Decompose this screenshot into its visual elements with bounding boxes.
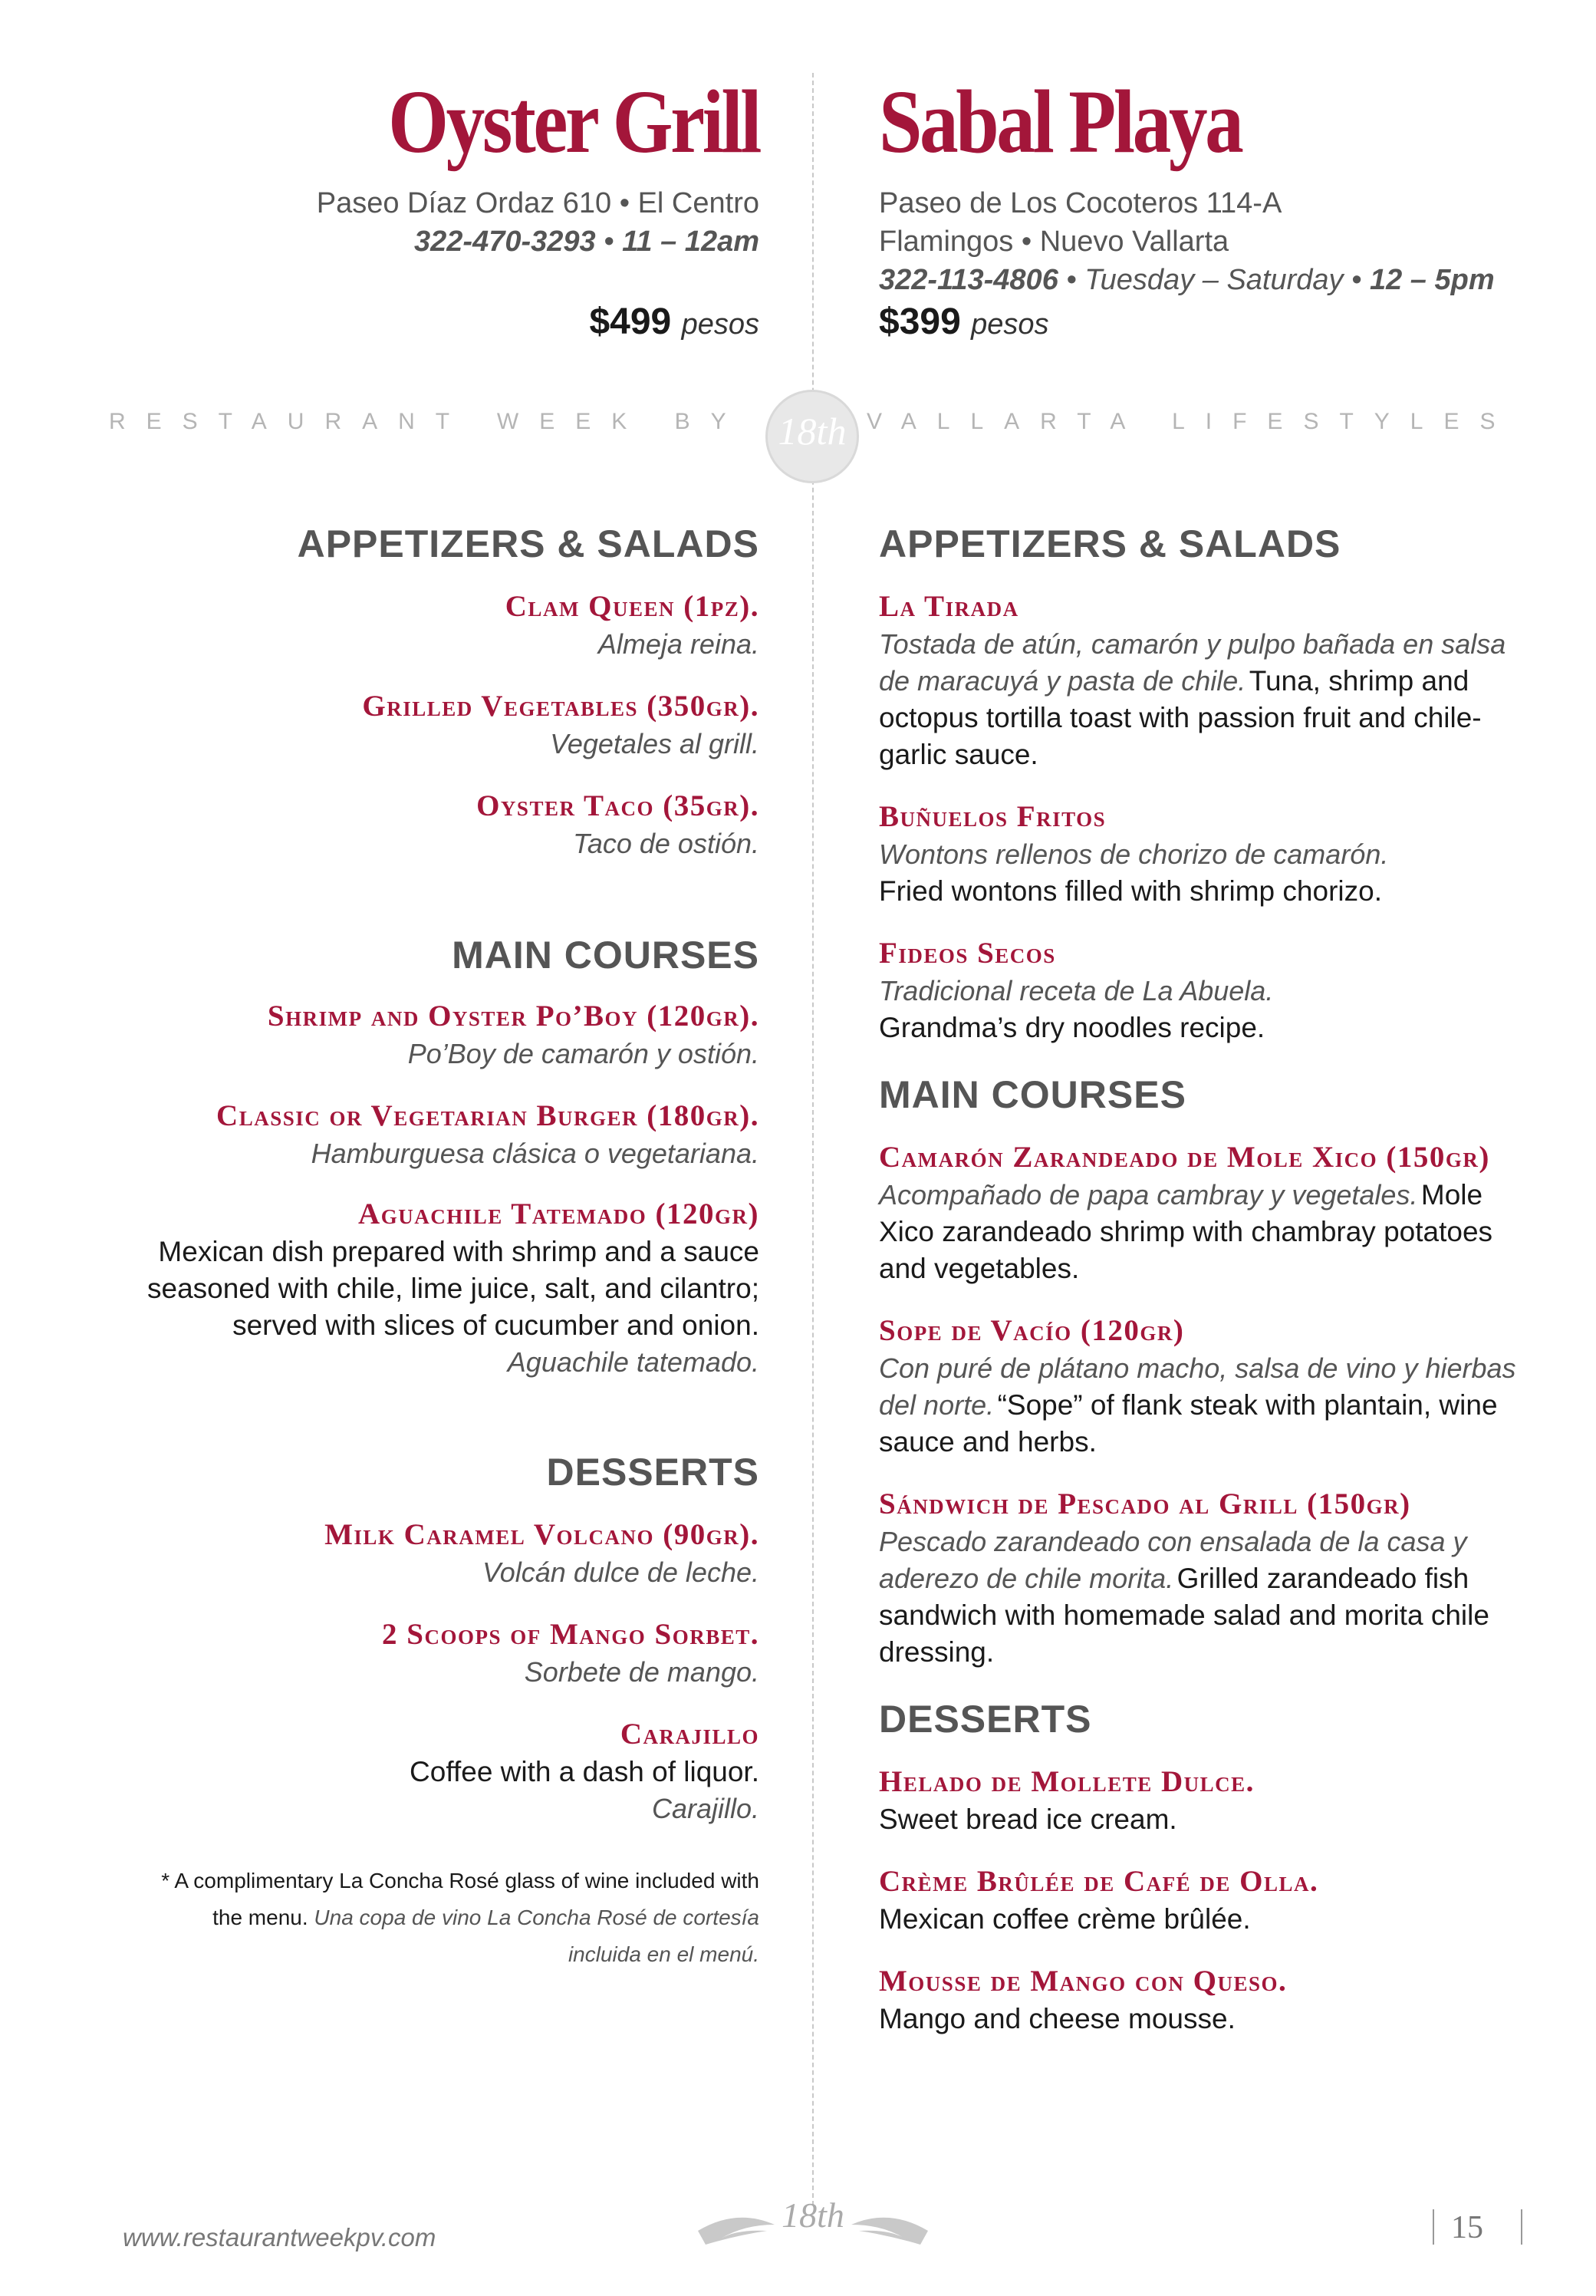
dish-name: Crème Brûlée de Café de Olla. bbox=[879, 1865, 1319, 1898]
dish-name: Classic or Vegetarian Burger (180gr). bbox=[216, 1099, 759, 1132]
menu-item bbox=[879, 1763, 1538, 1838]
dish-es: Wontons rellenos de chorizo de camarón. bbox=[879, 838, 1389, 870]
eighteenth-badge-icon bbox=[765, 390, 859, 483]
wine-note bbox=[146, 1863, 759, 1973]
menu-item bbox=[130, 1516, 759, 1591]
menu-item bbox=[879, 588, 1538, 773]
dish-name: Aguachile Tatemado (120gr) bbox=[358, 1197, 759, 1230]
left-address: Paseo Díaz Ordaz 610 • El Centro bbox=[316, 187, 759, 219]
dish-en: Mexican dish prepared with shrimp and a sauce seasoned with chile, lime juice, salt, and cilantro; served with slices of cucumber and onion. bbox=[147, 1236, 759, 1341]
page-number: 15 bbox=[1451, 2210, 1483, 2245]
dish-en: Fried wontons filled with shrimp chorizo. bbox=[879, 875, 1382, 907]
dish-name: Shrimp and Oyster Po’Boy (120gr). bbox=[267, 1000, 759, 1033]
dish-name: Milk Caramel Volcano (90gr). bbox=[324, 1518, 759, 1551]
menu-item bbox=[130, 787, 759, 862]
dish-name: La Tirada bbox=[879, 590, 1019, 623]
menu-item bbox=[879, 1312, 1538, 1461]
banner-left-text: RESTAURANT WEEK BY bbox=[109, 409, 747, 434]
separator: • bbox=[604, 226, 614, 258]
dish-name: Helado de Mollete Dulce. bbox=[879, 1765, 1255, 1798]
right-phone: 322-113-4806 bbox=[879, 264, 1058, 296]
page-bar-right bbox=[1521, 2209, 1522, 2245]
menu-item bbox=[130, 1616, 759, 1691]
dish-en: Coffee with a dash of liquor. bbox=[410, 1756, 759, 1787]
left-price bbox=[130, 301, 759, 343]
eighteenth-logo-icon bbox=[690, 2185, 936, 2261]
menu-item bbox=[130, 588, 759, 663]
dish-name: Camarón Zarandeado de Mole Xico (150gr) bbox=[879, 1141, 1490, 1174]
badge-text: 18th bbox=[778, 410, 847, 453]
dish-en: Grilled zarandeado fish sandwich with homemade salad and morita chile dressing. bbox=[879, 1563, 1489, 1668]
dish-es: Tostada de atún, camarón y pulpo bañada en salsa de maracuyá y pasta de chile. bbox=[879, 628, 1506, 697]
right-restaurant-name: Sabal Playa bbox=[879, 71, 1242, 172]
dish-name: Buñuelos Fritos bbox=[879, 800, 1107, 833]
dish-name: Fideos Secos bbox=[879, 937, 1056, 970]
page-bar-left bbox=[1433, 2209, 1434, 2245]
dish-en: Sweet bread ice cream. bbox=[879, 1804, 1177, 1835]
left-appetizers-heading: APPETIZERS & SALADS bbox=[297, 522, 759, 565]
dish-es: Hamburguesa clásica o vegetariana. bbox=[311, 1138, 759, 1169]
dish-es: Tradicional receta de La Abuela. bbox=[879, 975, 1274, 1006]
dish-en: Mexican coffee crème brûlée. bbox=[879, 1903, 1251, 1935]
left-restaurant-name: Oyster Grill bbox=[388, 71, 759, 172]
dish-en: Grandma’s dry noodles recipe. bbox=[879, 1012, 1265, 1043]
dish-name: Carajillo bbox=[620, 1718, 759, 1751]
dish-en: “Sope” of flank steak with plantain, wine sauce and herbs. bbox=[879, 1389, 1498, 1458]
right-mains-heading: MAIN COURSES bbox=[879, 1073, 1186, 1116]
right-price-value: $399 bbox=[879, 301, 961, 342]
banner-right-text: VALLARTA LIFESTYLES bbox=[867, 409, 1516, 434]
left-restaurant-header bbox=[130, 71, 759, 343]
right-phone-hours bbox=[879, 261, 1538, 299]
dish-name: Clam Queen (1pz). bbox=[505, 590, 759, 623]
dish-es: Pescado zarandeado con ensalada de la casa y aderezo de chile morita. bbox=[879, 1526, 1467, 1594]
dish-es: Vegetales al grill. bbox=[550, 728, 759, 759]
left-price-value: $499 bbox=[589, 301, 672, 342]
wine-note-es: Una copa de vino La Concha Rosé de cortesía incluida en el menú. bbox=[314, 1906, 759, 1966]
menu-item bbox=[879, 1138, 1538, 1287]
dish-es: Volcán dulce de leche. bbox=[482, 1556, 759, 1588]
logo-text: 18th bbox=[782, 2196, 844, 2235]
dish-en: Mango and cheese mousse. bbox=[879, 2003, 1236, 2034]
right-address-2: Flamingos • Nuevo Vallarta bbox=[879, 226, 1229, 258]
menu-item bbox=[879, 934, 1538, 1046]
dish-es: Carajillo. bbox=[651, 1793, 759, 1824]
right-desserts-heading: DESSERTS bbox=[879, 1698, 1092, 1741]
right-price-currency: pesos bbox=[971, 308, 1049, 341]
left-menu bbox=[130, 522, 759, 1973]
dish-name: Grilled Vegetables (350gr). bbox=[362, 690, 759, 723]
dish-es: Con puré de plátano macho, salsa de vino y hierbas del norte. bbox=[879, 1352, 1516, 1421]
menu-item bbox=[879, 798, 1538, 910]
dish-name: Sope de Vacío (120gr) bbox=[879, 1314, 1185, 1347]
dish-es: Almeja reina. bbox=[597, 628, 759, 660]
dish-es: Aguachile tatemado. bbox=[507, 1346, 759, 1378]
menu-item bbox=[130, 997, 759, 1072]
dish-en: Mole Xico zarandeado shrimp with chambray potatoes and vegetables. bbox=[879, 1179, 1493, 1284]
left-desserts-heading: DESSERTS bbox=[546, 1451, 759, 1494]
dish-en: Tuna, shrimp and octopus tortilla toast with passion fruit and chile-garlic sauce. bbox=[879, 665, 1482, 770]
left-phone-hours bbox=[130, 222, 759, 261]
footer-url[interactable]: www.restaurantweekpv.com bbox=[123, 2223, 436, 2252]
dish-es: Sorbete de mango. bbox=[524, 1656, 759, 1688]
menu-item bbox=[130, 1097, 759, 1172]
right-appetizers-heading: APPETIZERS & SALADS bbox=[879, 522, 1341, 565]
right-address-1: Paseo de Los Cocoteros 114-A bbox=[879, 187, 1282, 219]
right-menu bbox=[879, 522, 1538, 2037]
dish-name: Oyster Taco (35gr). bbox=[476, 789, 759, 822]
right-restaurant-header bbox=[879, 71, 1538, 343]
menu-item bbox=[130, 687, 759, 763]
dish-es: Po’Boy de camarón y ostión. bbox=[407, 1038, 759, 1069]
left-mains-heading: MAIN COURSES bbox=[452, 934, 759, 977]
dish-name: 2 Scoops of Mango Sorbet. bbox=[382, 1618, 759, 1651]
dish-name: Mousse de Mango con Queso. bbox=[879, 1965, 1288, 1998]
right-price bbox=[879, 301, 1538, 343]
dish-name: Sándwich de Pescado al Grill (150gr) bbox=[879, 1487, 1411, 1520]
menu-item bbox=[879, 1863, 1538, 1938]
right-days: Tuesday – Saturday bbox=[1084, 264, 1344, 296]
wine-note-en: * A complimentary La Concha Rosé glass of wine included with the menu. bbox=[161, 1869, 759, 1929]
menu-item bbox=[130, 1715, 759, 1827]
dish-es: Acompañado de papa cambray y vegetales. bbox=[879, 1179, 1418, 1211]
separator: • bbox=[1066, 264, 1077, 296]
menu-item bbox=[879, 1485, 1538, 1671]
left-phone: 322-470-3293 bbox=[414, 226, 596, 258]
left-hours: 11 – 12am bbox=[622, 226, 759, 258]
left-price-currency: pesos bbox=[681, 308, 759, 341]
dish-es: Taco de ostión. bbox=[573, 828, 759, 859]
separator: • bbox=[1351, 264, 1362, 296]
menu-item bbox=[130, 1195, 759, 1381]
right-hours: 12 – 5pm bbox=[1369, 264, 1495, 296]
menu-item bbox=[879, 1962, 1538, 2037]
